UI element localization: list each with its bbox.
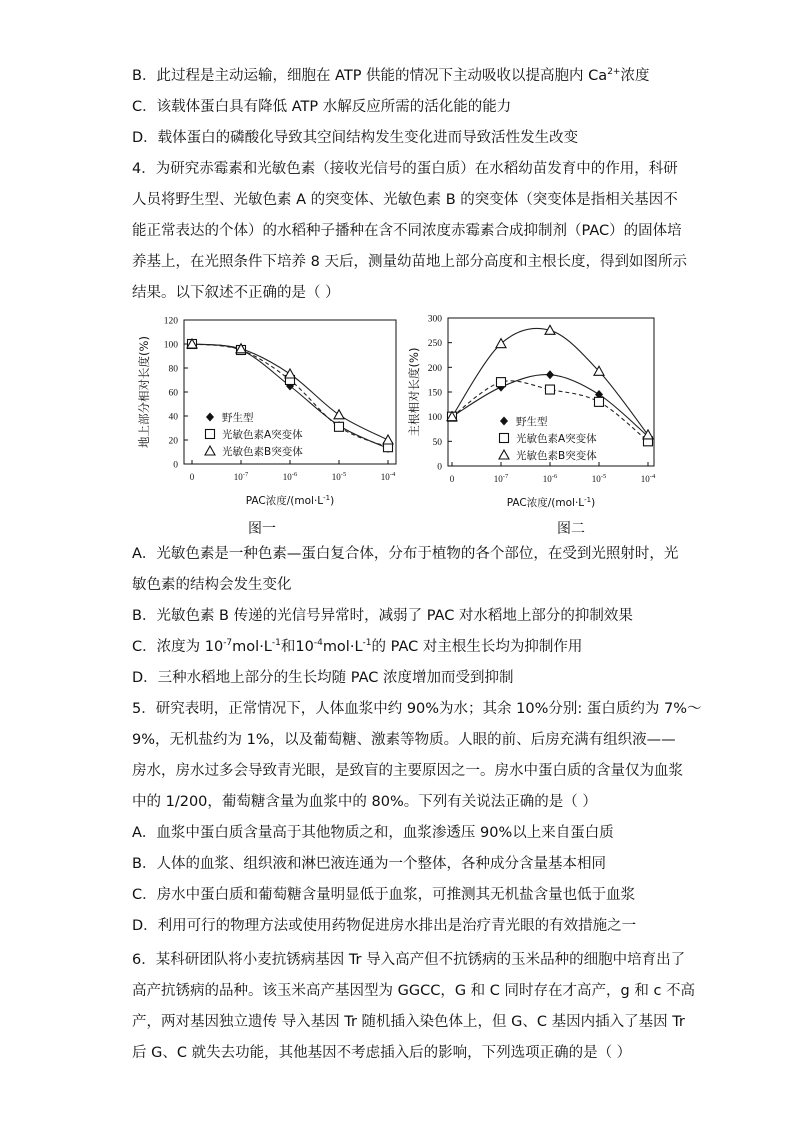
q4-stem-line: 结果。以下叙述不正确的是（ ）: [132, 285, 340, 301]
q4-option-c: C．浓度为 $10^{-7}mol\cdot L^{-1}$和$10^{-4}mol\cdot L^{-1}$的 PAC 对主根生长均为抑制作用: [132, 638, 583, 655]
x-tick-label: $10^{-4}$: [640, 473, 656, 484]
x-tick-label: $10^{-5}$: [331, 471, 347, 482]
y-tick-label: 250: [427, 339, 442, 350]
y-axis-label: 地上部分相对长度(%): [137, 336, 151, 448]
legend-marker: [500, 417, 508, 426]
y-tick-label: 50: [432, 437, 442, 448]
y-tick-label: 100: [427, 413, 442, 424]
legend-label: 光敏色素B突变体: [516, 450, 597, 462]
legend-label: 光敏色素A突变体: [516, 433, 597, 445]
legend-label: 光敏色素A突变体: [222, 429, 303, 441]
x-tick-label: $10^{-7}$: [493, 473, 509, 484]
q5-option-d: D．利用可行的物理方法或使用药物促进房水排出是治疗青光眼的有效措施之一: [132, 918, 637, 934]
data-point: [546, 385, 555, 394]
q5-line: 9%，无机盐约为 1%，以及葡萄糖、激素等物质。人眼的前、后房充满有组织液——: [132, 732, 676, 748]
q3-option-b: B．此过程是主动运输，细胞在 ATP 供能的情况下主动吸收以提高胞内 $Ca^{2+}$浓度: [132, 67, 650, 84]
legend-marker: [500, 434, 509, 443]
series-line: [452, 375, 648, 437]
y-tick-label: 200: [427, 363, 442, 374]
plot-frame: [184, 320, 396, 464]
q4-option-b: B．光敏色素 B 传递的光信号异常时，减弱了 PAC 对水稻地上部分的抑制效果: [132, 608, 633, 624]
legend-label: 野生型: [222, 412, 254, 424]
q4-stem-line: 能正常表达的个体）的水稻种子播种在含不同浓度赤霉素合成抑制剂（PAC）的固体培: [132, 223, 682, 239]
y-tick-label: 120: [163, 316, 178, 327]
q4-stem-line: 人员将野生型、光敏色素 A 的突变体、光敏色素 B 的突变体（突变体是指相关基因不: [132, 192, 678, 208]
y-tick-label: 150: [427, 388, 442, 399]
x-tick-label: $10^{-6}$: [282, 471, 298, 482]
q5-line: 中的 1/200，葡萄糖含量为血浆中的 80%。下列有关说法正确的是（ ）: [132, 794, 597, 810]
q5-line: 房水，房水过多会导致青光眼，是致盲的主要原因之一。房水中蛋白质的含量仅为血浆: [132, 763, 683, 779]
y-tick-label: 20: [168, 436, 178, 447]
q6-line: 后 G、C 就失去功能，其他基因不考虑插入后的影响，下列选项正确的是（ ）: [132, 1045, 632, 1061]
q4-option-a-cont: 敏色素的结构会发生变化: [132, 577, 292, 593]
y-tick-label: 60: [168, 388, 178, 399]
q4-stem-line: 养基上，在光照条件下培养 8 天后，测量幼苗地上部分高度和主根长度，得到如图所示: [132, 254, 687, 270]
q5-option-c: C．房水中蛋白质和葡萄糖含量明显低于血浆，可推测其无机盐含量也低于血浆: [132, 887, 636, 903]
y-tick-label: 300: [427, 314, 442, 325]
x-axis-label: PAC浓度$/(mol\cdot L^{-1})$: [506, 496, 596, 509]
x-tick-label: $10^{-7}$: [233, 471, 249, 482]
data-point: [497, 378, 506, 387]
series-line: [452, 328, 648, 434]
y-tick-label: 100: [163, 340, 178, 351]
q6-line: 6．某科研团队将小麦抗锈病基因 Tr 导入高产但不抗锈病的玉米品种的细胞中培育出了: [132, 952, 686, 968]
y-tick-label: 80: [168, 364, 178, 375]
q4-stem-line: 4．为研究赤霉素和光敏色素（接收光信号的蛋白质）在水稻幼苗发育中的作用，科研: [132, 161, 678, 177]
x-axis-label: PAC浓度$/(mol\cdot L^{-1})$: [245, 494, 335, 507]
q5-option-a: A．血浆中蛋白质含量高于其他物质之和，血浆渗透压 90%以上来自蛋白质: [132, 825, 614, 841]
figure-2-chart: [404, 312, 674, 509]
data-point: [285, 369, 295, 378]
q6-line: 高产抗锈病的品种。该玉米高产基因型为 GGCC，G 和 C 同时存在才高产，g 和 c 不高: [132, 983, 696, 999]
data-point: [334, 410, 344, 419]
legend-label: 光敏色素B突变体: [222, 446, 303, 458]
y-axis-label: 主根相对长度(%): [407, 347, 421, 437]
q5-line: 5．研究表明，正常情况下，人体血浆中约 90%为水；其余 10%分别: 蛋白质约为 7%～: [132, 701, 702, 717]
legend-marker: [206, 413, 214, 422]
q4-option-d: D．三种水稻地上部分的生长均随 PAC 浓度增加而受到抑制: [132, 670, 514, 686]
figure-1-chart: [132, 312, 402, 507]
figure-1-caption: 图一: [248, 521, 276, 537]
data-point: [595, 397, 604, 406]
x-tick-label: 0: [189, 472, 195, 482]
x-tick-label: 0: [449, 474, 455, 484]
y-tick-label: 0: [437, 462, 442, 473]
figure-2-caption: 图二: [557, 521, 585, 537]
data-point: [643, 430, 653, 439]
q3-option-c: C．该载体蛋白具有降低 ATP 水解反应所需的活化能的能力: [132, 99, 512, 115]
x-tick-label: $10^{-4}$: [380, 471, 396, 482]
y-tick-label: 0: [173, 460, 178, 471]
legend-marker: [499, 450, 509, 459]
data-point: [335, 422, 344, 431]
q4-option-a: A．光敏色素是一种色素—蛋白复合体，分布于植物的各个部位，在受到光照射时，光: [132, 546, 679, 562]
q3-option-d: D．载体蛋白的磷酸化导致其空间结构发生变化进而导致活性发生改变: [132, 130, 579, 146]
data-point: [546, 370, 554, 379]
y-tick-label: 40: [168, 412, 178, 423]
legend-marker: [206, 430, 215, 439]
x-tick-label: $10^{-5}$: [591, 473, 607, 484]
x-tick-label: $10^{-6}$: [542, 473, 558, 484]
data-point: [496, 339, 506, 348]
data-point: [383, 435, 393, 444]
legend-label: 野生型: [516, 416, 548, 428]
series-line: [192, 344, 388, 440]
q5-option-b: B．人体的血浆、组织液和淋巴液连通为一个整体，各种成分含量基本相同: [132, 856, 606, 872]
legend-marker: [205, 446, 215, 455]
q6-line: 产，两对基因独立遗传 导入基因 Tr 随机插入染色体上，但 G、C 基因内插入了基因 Tr: [132, 1014, 685, 1030]
